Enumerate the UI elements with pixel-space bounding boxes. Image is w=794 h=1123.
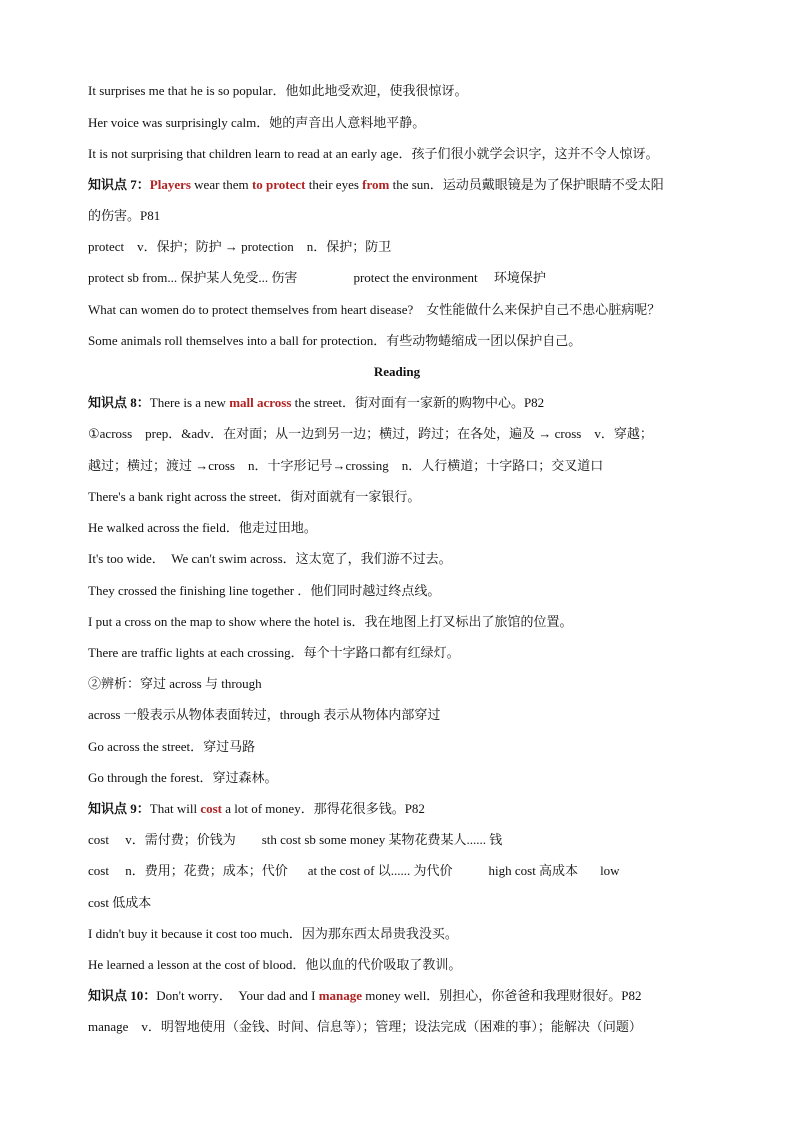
phrase-line: [88, 269, 708, 287]
phrase: high cost 高成本: [488, 863, 579, 878]
phrase-continuation: cost 低成本: [88, 895, 152, 910]
example-sentence: He walked across the field．他走过田地。: [88, 520, 317, 535]
vocabulary-entry: protect v．保护；防护 → protection n．保护；防卫: [88, 239, 392, 254]
sentence-text: There is a new: [149, 395, 230, 410]
sentence-text: a lot of money．那得花很多钱。P82: [221, 801, 425, 816]
example-sentence: It's too wide． We can't swim across．这太宽了，我们游不过去。: [88, 551, 452, 566]
sentence-text: the street．街对面有一家新的购物中心。P82: [291, 395, 545, 410]
phrase: sth cost sb some money 某物花费某人...... 钱: [261, 832, 503, 847]
discrimination-heading: ②辨析：穿过 across 与 through: [88, 676, 262, 691]
phrase: protect the environment 环境保护: [353, 270, 546, 285]
knowledge-point-label: 知识点 7：: [88, 177, 150, 192]
example-sentence: What can women do to protect themselves from heart disease? 女性能做什么来保护自己不患心脏病呢？: [88, 302, 661, 317]
highlight-term: from: [362, 177, 390, 192]
highlight-term: Players: [149, 177, 191, 192]
definition: cost n．费用；花费；成本；代价: [88, 863, 288, 878]
knowledge-point-10: [88, 987, 708, 1005]
example-sentence: It surprises me that he is so popular．他如此地受欢迎，使我很惊讶。: [88, 83, 468, 98]
phrase: protect sb from... 保护某人免受... 伤害: [88, 270, 298, 285]
vocabulary-entry: manage v．明智地使用（金钱、时间、信息等）；管理；设法完成（困难的事）；能解决（问题）: [88, 1019, 642, 1034]
definition: cost v．需付费；价钱为: [88, 832, 236, 847]
example-sentence: There are traffic lights at each crossing．每个十字路口都有红绿灯。: [88, 645, 460, 660]
example-sentence: Her voice was surprisingly calm．她的声音出人意料地平静。: [88, 115, 426, 130]
section-heading: Reading: [373, 364, 421, 379]
example-sentence: It is not surprising that children learn to read at an early age．孩子们很小就学会识字，这并不令人惊讶。: [88, 146, 659, 161]
example-sentence: I put a cross on the map to show where the hotel is．我在地图上打叉标出了旅馆的位置。: [88, 614, 573, 629]
knowledge-point-9: [88, 800, 708, 818]
vocabulary-entry: [88, 862, 708, 880]
phrase: low: [600, 863, 620, 878]
example-sentence: Some animals roll themselves into a ball for protection．有些动物蜷缩成一团以保护自己。: [88, 333, 582, 348]
example-sentence: There's a bank right across the street．街对面就有一家银行。: [88, 489, 421, 504]
example-sentence: He learned a lesson at the cost of blood．他以血的代价吸取了教训。: [88, 957, 462, 972]
example-sentence: I didn't buy it because it cost too much．因为那东西太昂贵我没买。: [88, 926, 458, 941]
phrase: at the cost of 以...... 为代价: [307, 863, 453, 878]
vocabulary-entry: ①across prep．&adv．在对面；从一边到另一边；横过，跨过；在各处，遍及 → cross v．穿越；: [88, 426, 653, 441]
knowledge-point-label: 知识点 10：: [88, 988, 157, 1003]
vocabulary-entry: [88, 831, 708, 849]
example-sentence: Go across the street．穿过马路: [88, 739, 256, 754]
explanation-text: across 一般表示从物体表面转过，through 表示从物体内部穿过: [88, 707, 441, 722]
sentence-text: wear them: [190, 177, 252, 192]
sentence-continuation: 的伤害。P81: [88, 208, 161, 223]
knowledge-point-label: 知识点 8：: [88, 395, 150, 410]
example-sentence: They crossed the finishing line together ．他们同时越过终点线。: [88, 583, 441, 598]
highlight-term: cost: [200, 801, 222, 816]
knowledge-point-7: [88, 176, 708, 194]
sentence-text: Don't worry． Your dad and I: [156, 988, 319, 1003]
highlight-term: to protect: [251, 177, 306, 192]
vocabulary-entry: 越过；横过；渡过 →cross n．十字形记号→crossing n．人行横道；十字路口；交叉道口: [88, 458, 604, 473]
knowledge-point-8: [88, 394, 708, 412]
sentence-text: the sun．运动员戴眼镜是为了保护眼睛不受太阳: [389, 177, 664, 192]
example-sentence: Go through the forest．穿过森林。: [88, 770, 278, 785]
sentence-text: That will: [149, 801, 201, 816]
knowledge-point-label: 知识点 9：: [88, 801, 150, 816]
sentence-text: their eyes: [305, 177, 363, 192]
highlight-term: manage: [318, 988, 363, 1003]
sentence-text: money well．别担心，你爸爸和我理财很好。P82: [362, 988, 642, 1003]
highlight-term: mall across: [229, 395, 292, 410]
